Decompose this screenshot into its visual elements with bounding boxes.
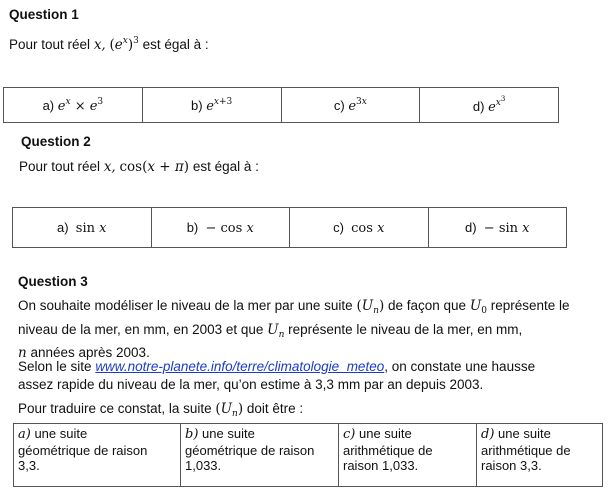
option-d-expr: $e^{x^3}$ <box>488 95 506 115</box>
question-3-title: Question 3 <box>18 274 88 289</box>
option-a-expr: sin x <box>75 220 107 236</box>
stem-variable: x, <box>93 37 106 53</box>
stem-expression: cos(x + π) <box>119 159 190 175</box>
source-link[interactable]: www.notre-planete.info/terre/climatologie_meteo <box>95 359 385 374</box>
option-a[interactable]: a) une suite géométrique de raison 3,3. <box>14 424 181 487</box>
option-d[interactable]: d) une suite arithmétique de raison 3,3. <box>477 424 603 487</box>
option-b[interactable]: b) − cos x <box>151 208 290 248</box>
question-2-options <box>12 207 567 248</box>
option-c-expr: cos x <box>351 220 385 236</box>
option-d[interactable]: d) $e^{x^3}$ <box>420 88 559 123</box>
option-d-expr: − sin x <box>483 220 530 236</box>
option-a[interactable]: a) sin x <box>13 208 152 248</box>
question-2-stem <box>19 159 259 175</box>
option-c-expr: $e^{3x}$ <box>348 96 367 114</box>
question-3-paragraph-1: On souhaite modéliser le niveau de la mer par une suite $(U_n)$ de façon que $U_0$ représente le niveau de la mer, en mm, en 2003 et que $U_n$ représente le niveau de la mer, en mm, n années après 2003. <box>18 298 570 361</box>
question-1-stem <box>9 36 209 53</box>
option-b-expr: − cos x <box>205 220 254 236</box>
stem-expression: $(e^x)^3$ <box>109 36 139 53</box>
option-a[interactable]: a) $e^x \times e^3$ <box>4 88 143 123</box>
stem-prefix: Pour tout réel <box>9 37 91 52</box>
question-3-options <box>13 423 603 487</box>
option-d[interactable]: d) − sin x <box>428 208 567 248</box>
option-b[interactable]: b) $e^{x+3}$ <box>142 88 281 123</box>
option-c[interactable]: c) $e^{3x}$ <box>281 88 420 123</box>
question-1-options <box>3 87 559 123</box>
option-b-expr: $e^{x+3}$ <box>206 96 233 114</box>
option-b[interactable]: b) une suite géométrique de raison 1,033. <box>181 424 339 487</box>
stem-suffix: est égal à : <box>142 37 209 52</box>
stem-prefix: Pour tout réel <box>19 159 101 174</box>
stem-suffix: est égal à : <box>192 159 259 174</box>
option-c[interactable]: c) une suite arithmétique de raison 1,033. <box>339 424 477 487</box>
option-a-expr: $e^x \times e^3$ <box>57 96 104 114</box>
question-3-paragraph-2: Selon le site www.notre-planete.info/terre/climatologie_meteo, on constate une hausse assez rapide du niveau de la mer, qu’on estime à 3,3 mm par an depuis 2003. <box>18 359 536 392</box>
question-2-title: Question 2 <box>21 134 91 149</box>
question-1-title: Question 1 <box>9 7 79 22</box>
option-c[interactable]: c) cos x <box>290 208 429 248</box>
stem-variable: x, <box>103 159 116 175</box>
question-3-paragraph-3: Pour traduire ce constat, la suite $(U_n)$ doit être : <box>18 401 304 419</box>
